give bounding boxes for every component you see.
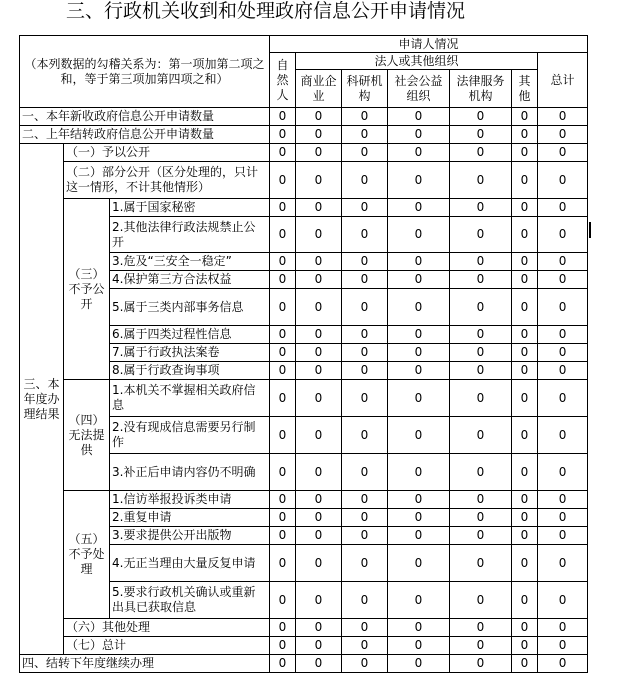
cell-value: 0: [342, 144, 388, 162]
cell-value: 0: [296, 545, 342, 582]
cell-value: 0: [538, 417, 588, 454]
cell-value: 0: [450, 582, 512, 619]
cell-value: 0: [388, 126, 450, 144]
header-legal-group: 法人或其他组织: [296, 53, 538, 70]
table-row: [20, 619, 588, 637]
cell-value: 0: [296, 509, 342, 527]
cell-value: 0: [512, 655, 538, 673]
row-label: 二、上年结转政府信息公开申请数量: [20, 126, 270, 144]
cell-value: 0: [342, 527, 388, 545]
cell-value: 0: [450, 527, 512, 545]
row-label: 2.重复申请: [110, 509, 270, 527]
cell-value: 0: [450, 126, 512, 144]
header-note: （本列数据的勾稽关系为：第一项加第二项之和，等于第三项加第四项之和）: [20, 36, 270, 108]
cell-value: 0: [538, 380, 588, 417]
cell-value: 0: [538, 144, 588, 162]
cell-value: 0: [450, 144, 512, 162]
cell-value: 0: [342, 655, 388, 673]
cell-value: 0: [512, 454, 538, 491]
cell-value: 0: [388, 162, 450, 199]
cell-value: 0: [270, 289, 296, 326]
row-label: （二）部分公开（区分处理的，只计这一情形，不计其他情形）: [64, 162, 270, 199]
cell-value: 0: [342, 126, 388, 144]
cell-value: 0: [388, 144, 450, 162]
cell-value: 0: [512, 545, 538, 582]
cell-value: 0: [512, 289, 538, 326]
table-row: [20, 108, 588, 126]
cell-value: 0: [388, 108, 450, 126]
cell-value: 0: [342, 344, 388, 362]
cell-value: 0: [342, 326, 388, 344]
cell-value: 0: [538, 655, 588, 673]
cell-value: 0: [270, 162, 296, 199]
cell-value: 0: [388, 344, 450, 362]
cell-value: 0: [450, 491, 512, 509]
cell-value: 0: [450, 326, 512, 344]
row-label: 3.要求提供公开出版物: [110, 527, 270, 545]
cell-value: 0: [296, 655, 342, 673]
cell-value: 0: [512, 491, 538, 509]
cell-value: 0: [270, 217, 296, 253]
cell-value: 0: [342, 199, 388, 217]
table-row: [20, 491, 588, 509]
cell-value: 0: [450, 545, 512, 582]
row-label: 3.危及“三安全一稳定”: [110, 253, 270, 271]
row-label: 4.无正当理由大量反复申请: [110, 545, 270, 582]
header-social: 社会公益组织: [388, 70, 450, 108]
cell-value: 0: [538, 253, 588, 271]
cell-value: 0: [538, 126, 588, 144]
cell-value: 0: [388, 491, 450, 509]
row-label: 1.本机关不掌握相关政府信息: [110, 380, 270, 417]
cell-value: 0: [270, 380, 296, 417]
cell-value: 0: [512, 271, 538, 289]
header-commercial: 商业企业: [296, 70, 342, 108]
cell-value: 0: [538, 344, 588, 362]
cell-value: 0: [450, 271, 512, 289]
cell-value: 0: [270, 417, 296, 454]
cell-value: 0: [342, 108, 388, 126]
header-research: 科研机构: [342, 70, 388, 108]
cell-value: 0: [342, 162, 388, 199]
cell-value: 0: [512, 362, 538, 380]
cell-value: 0: [450, 289, 512, 326]
cell-value: 0: [538, 217, 588, 253]
cell-value: 0: [450, 637, 512, 655]
row-label: 3.补正后申请内容仍不明确: [110, 454, 270, 491]
row-label: 1.信访举报投诉类申请: [110, 491, 270, 509]
row-label: 5.属于三类内部事务信息: [110, 289, 270, 326]
cell-value: 0: [538, 199, 588, 217]
cell-value: 0: [512, 582, 538, 619]
cell-value: 0: [512, 344, 538, 362]
cell-value: 0: [450, 108, 512, 126]
cell-value: 0: [450, 344, 512, 362]
cell-value: 0: [512, 126, 538, 144]
cell-value: 0: [512, 527, 538, 545]
cell-value: 0: [450, 619, 512, 637]
cell-value: 0: [296, 454, 342, 491]
cell-value: 0: [296, 527, 342, 545]
cell-value: 0: [270, 582, 296, 619]
cell-value: 0: [388, 217, 450, 253]
cell-value: 0: [270, 271, 296, 289]
cell-value: 0: [296, 271, 342, 289]
cell-value: 0: [296, 344, 342, 362]
cell-value: 0: [296, 217, 342, 253]
cell-value: 0: [342, 509, 388, 527]
row-label: 6.属于四类过程性信息: [110, 326, 270, 344]
cell-value: 0: [342, 362, 388, 380]
cell-value: 0: [512, 199, 538, 217]
cell-value: 0: [388, 380, 450, 417]
cell-value: 0: [270, 362, 296, 380]
row-label: 8.属于行政查询事项: [110, 362, 270, 380]
header-legal-service: 法律服务机构: [450, 70, 512, 108]
cell-value: 0: [450, 417, 512, 454]
table-row: [20, 126, 588, 144]
cell-value: 0: [296, 144, 342, 162]
cell-value: 0: [450, 217, 512, 253]
cell-value: 0: [270, 527, 296, 545]
cell-value: 0: [388, 289, 450, 326]
cell-value: 0: [342, 582, 388, 619]
cell-value: 0: [512, 417, 538, 454]
cell-value: 0: [270, 126, 296, 144]
cell-value: 0: [512, 108, 538, 126]
cell-value: 0: [296, 162, 342, 199]
cell-value: 0: [538, 289, 588, 326]
cell-value: 0: [270, 253, 296, 271]
row-label: 一、本年新收政府信息公开申请数量: [20, 108, 270, 126]
cell-value: 0: [538, 162, 588, 199]
cell-value: 0: [512, 637, 538, 655]
group-three-label: （三）不予公开: [64, 199, 110, 380]
cell-value: 0: [270, 199, 296, 217]
cell-value: 0: [512, 217, 538, 253]
cell-value: 0: [450, 509, 512, 527]
row-label: 5.要求行政机关确认或重新出具已获取信息: [110, 582, 270, 619]
row-label: （七）总计: [64, 637, 270, 655]
cell-value: 0: [450, 380, 512, 417]
cell-value: 0: [538, 509, 588, 527]
header-natural-person: 自然人: [270, 53, 296, 108]
row-label: （一）予以公开: [64, 144, 270, 162]
cell-value: 0: [270, 108, 296, 126]
cell-value: 0: [388, 527, 450, 545]
cell-value: 0: [450, 162, 512, 199]
cell-value: 0: [296, 417, 342, 454]
cell-value: 0: [388, 417, 450, 454]
cell-value: 0: [388, 545, 450, 582]
cell-value: 0: [296, 619, 342, 637]
cell-value: 0: [388, 199, 450, 217]
cell-value: 0: [342, 637, 388, 655]
cell-value: 0: [512, 509, 538, 527]
cell-value: 0: [296, 582, 342, 619]
cell-value: 0: [296, 253, 342, 271]
cell-value: 0: [450, 454, 512, 491]
cell-value: 0: [450, 199, 512, 217]
header-other: 其他: [512, 70, 538, 108]
cell-value: 0: [270, 545, 296, 582]
table-row: [20, 199, 588, 217]
cell-value: 0: [512, 253, 538, 271]
cell-value: 0: [538, 108, 588, 126]
cell-value: 0: [512, 380, 538, 417]
cell-value: 0: [538, 454, 588, 491]
cell-value: 0: [270, 655, 296, 673]
cell-value: 0: [270, 509, 296, 527]
cell-value: 0: [388, 509, 450, 527]
cell-value: 0: [388, 454, 450, 491]
cell-value: 0: [538, 637, 588, 655]
cell-value: 0: [388, 619, 450, 637]
cell-value: 0: [538, 527, 588, 545]
cell-value: 0: [270, 144, 296, 162]
cell-value: 0: [296, 380, 342, 417]
cell-value: 0: [538, 326, 588, 344]
cell-value: 0: [296, 491, 342, 509]
header-total: 总计: [538, 53, 588, 108]
cell-value: 0: [538, 271, 588, 289]
cell-value: 0: [450, 253, 512, 271]
cell-value: 0: [342, 217, 388, 253]
cell-value: 0: [296, 637, 342, 655]
row-label: 1.属于国家秘密: [110, 199, 270, 217]
cell-value: 0: [450, 655, 512, 673]
cell-value: 0: [342, 289, 388, 326]
cell-value: 0: [538, 545, 588, 582]
cell-value: 0: [296, 126, 342, 144]
cell-value: 0: [342, 253, 388, 271]
table-row: [20, 655, 588, 673]
row-label: 4.保护第三方合法权益: [110, 271, 270, 289]
cell-value: 0: [512, 162, 538, 199]
cell-value: 0: [296, 326, 342, 344]
table-row: [20, 380, 588, 417]
cell-value: 0: [388, 253, 450, 271]
cell-value: 0: [270, 344, 296, 362]
page-title: 三、行政机关收到和处理政府信息公开申请情况: [66, 0, 466, 22]
header-row-1: [20, 36, 588, 53]
cell-value: 0: [342, 491, 388, 509]
row-label: 2.其他法律行政法规禁止公开: [110, 217, 270, 253]
cell-value: 0: [388, 655, 450, 673]
cell-value: 0: [270, 619, 296, 637]
group-five-label: （五）不予处理: [64, 491, 110, 619]
cell-value: 0: [270, 326, 296, 344]
cell-value: 0: [450, 362, 512, 380]
cell-value: 0: [388, 326, 450, 344]
cell-value: 0: [388, 582, 450, 619]
cell-value: 0: [270, 454, 296, 491]
section-three-label: 三、本年度办理结果: [20, 144, 64, 655]
cell-value: 0: [342, 545, 388, 582]
cell-value: 0: [342, 271, 388, 289]
cell-value: 0: [388, 271, 450, 289]
cell-value: 0: [538, 362, 588, 380]
table-row: [20, 162, 588, 199]
cell-value: 0: [270, 637, 296, 655]
row-label: 四、结转下年度继续办理: [20, 655, 270, 673]
cell-value: 0: [512, 144, 538, 162]
cell-value: 0: [296, 289, 342, 326]
report-table: [19, 35, 588, 673]
cell-value: 0: [388, 637, 450, 655]
row-label: （六）其他处理: [64, 619, 270, 637]
text-cursor: [589, 222, 591, 238]
cell-value: 0: [342, 417, 388, 454]
table-row: [20, 144, 588, 162]
row-label: 2.没有现成信息需要另行制作: [110, 417, 270, 454]
table-row: [20, 637, 588, 655]
cell-value: 0: [538, 491, 588, 509]
group-four-label: （四）无法提供: [64, 380, 110, 491]
cell-value: 0: [342, 454, 388, 491]
cell-value: 0: [342, 619, 388, 637]
cell-value: 0: [270, 491, 296, 509]
cell-value: 0: [342, 380, 388, 417]
cell-value: 0: [296, 199, 342, 217]
cell-value: 0: [296, 362, 342, 380]
cell-value: 0: [538, 582, 588, 619]
cell-value: 0: [512, 326, 538, 344]
header-applicant: 申请人情况: [270, 36, 588, 53]
cell-value: 0: [296, 108, 342, 126]
cell-value: 0: [538, 619, 588, 637]
row-label: 7.属于行政执法案卷: [110, 344, 270, 362]
cell-value: 0: [388, 362, 450, 380]
cell-value: 0: [512, 619, 538, 637]
